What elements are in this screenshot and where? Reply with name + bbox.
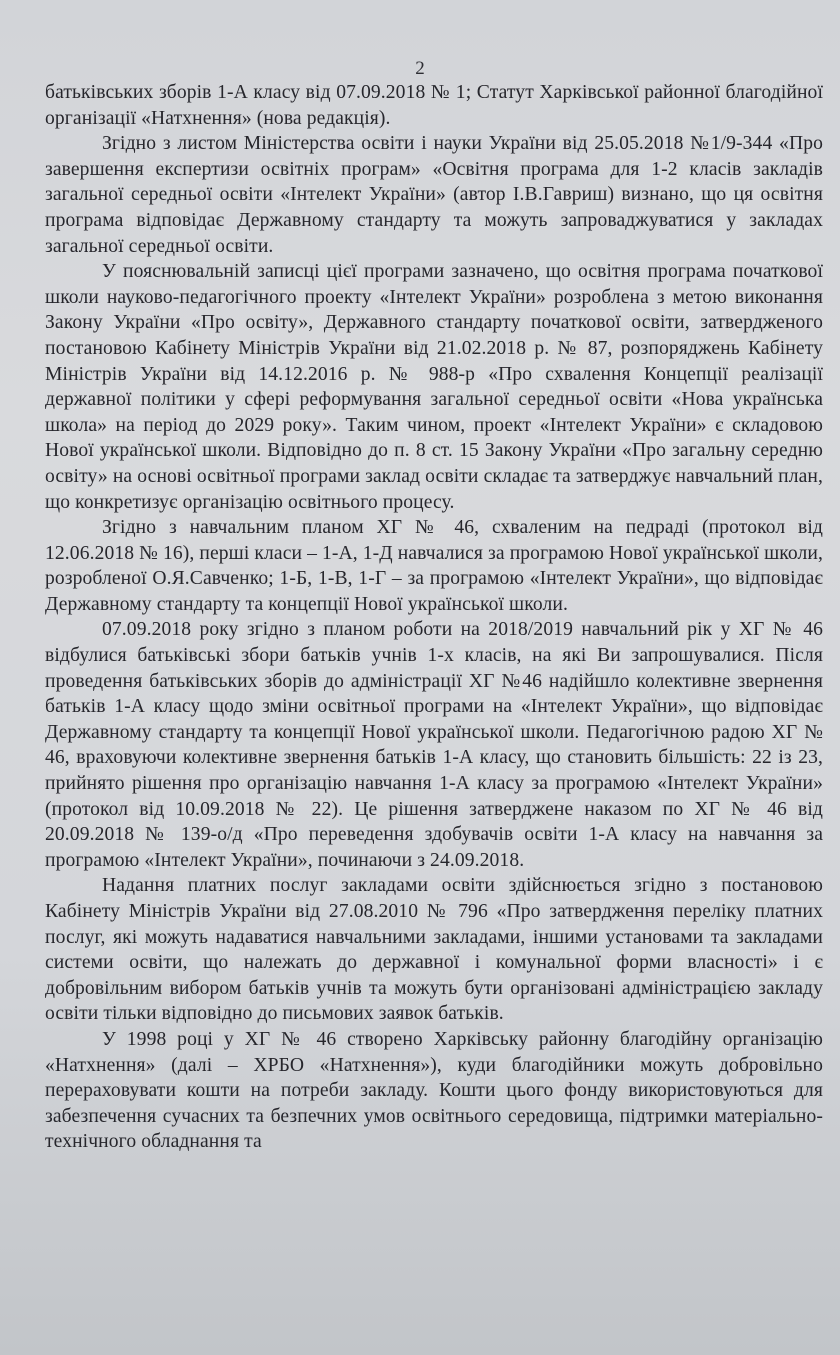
page-number: 2 xyxy=(415,58,425,79)
paragraph-study-plan: Згідно з навчальним планом ХГ № 46, схваленим на педраді (протокол від 12.06.2018 № 16), перші класи – 1-А, 1-Д навчалися за програмою Нової української школи, розробленої О.Я.Савченко; 1-Б, 1-В, 1-Г – за програмою «Інтелект України», що відповідає Державному стандарту та концепції Нової української школи. xyxy=(45,517,823,615)
paragraph-continuation: батьківських зборів 1-А класу від 07.09.2018 № 1; Статут Харківської районної благодійної організації «Натхнення» (нова редакція). xyxy=(45,82,823,129)
document-body xyxy=(45,80,823,1155)
paragraph-parent-meeting: 07.09.2018 року згідно з планом роботи на 2018/2019 навчальний рік у ХГ № 46 відбулися батьківські збори батьків учнів 1-х класів, на які Ви запрошувалися. Після проведення батьківських зборів до адміністрації ХГ №46 надійшло колективне звернення батьків 1-А класу щодо зміни освітньої програми на «Інтелект України», що відповідає Державному стандарту та концепції Нової української школи. Педагогічною радою ХГ № 46, враховуючи колективне звернення батьків 1-А класу, що становить більшість: 22 із 23, прийнято рішення про організацію навчання 1-А класу за програмою «Інтелект України» (протокол від 10.09.2018 № 22). Це рішення затверджене наказом по ХГ № 46 від 20.09.2018 № 139-о/д «Про переведення здобувачів освіти 1-А класу на навчання за програмою «Інтелект України», починаючи з 24.09.2018. xyxy=(45,619,823,871)
paragraph-ministry-letter: Згідно з листом Міністерства освіти і науки України від 25.05.2018 №1/9-344 «Про завершення експертизи освітніх програм» «Освітня програма для 1-2 класів закладів загальної середньої освіти «Інтелект України» (автор І.В.Гавриш) визнано, що ця освітня програма відповідає Державному стандарту та можуть запроваджуватися у закладах загальної середньої освіти. xyxy=(45,133,823,257)
paragraph-paid-services: Надання платних послуг закладами освіти здійснюється згідно з постановою Кабінету Міністрів України від 27.08.2010 № 796 «Про затвердження переліку платних послуг, які можуть надаватися навчальними закладами, іншими установами та закладами системи освіти, що належать до державної і комунальної форми власності» і є добровільним вибором батьків учнів та можуть бути організовані адміністрацією закладу освіти тільки відповідно до письмових заявок батьків. xyxy=(45,875,823,1025)
paragraph-explanatory-note: У пояснювальній записці цієї програми зазначено, що освітня програма початкової школи науково-педагогічного проекту «Інтелект України» розроблена з метою виконання Закону України «Про освіту», Державного стандарту початкової освіти, затвердженого постановою Кабінету Міністрів України від 21.02.2018 р. № 87, розпоряджень Кабінету Міністрів України від 14.12.2016 р. № 988-р «Про схвалення Концепції реалізації державної політики у сфері реформування загальної середньої освіти «Нова українська школа» на період до 2029 року». Таким чином, проект «Інтелект України» є складовою Нової української школи. Відповідно до п. 8 ст. 15 Закону України «Про загальну середню освіту» на основі освітньої програми заклад освіти складає та затверджує навчальний план, що конкретизує організацію освітнього процесу. xyxy=(45,261,823,513)
paragraph-charity-organization: У 1998 році у ХГ № 46 створено Харківську районну благодійну організацію «Натхнення» (далі – ХРБО «Натхнення»), куди благодійники можуть добровільно перераховувати кошти на потреби закладу. Кошти цього фонду використовуються для забезпечення сучасних та безпечних умов освітнього середовища, підтримки матеріально-технічного обладнання та xyxy=(45,1028,823,1153)
